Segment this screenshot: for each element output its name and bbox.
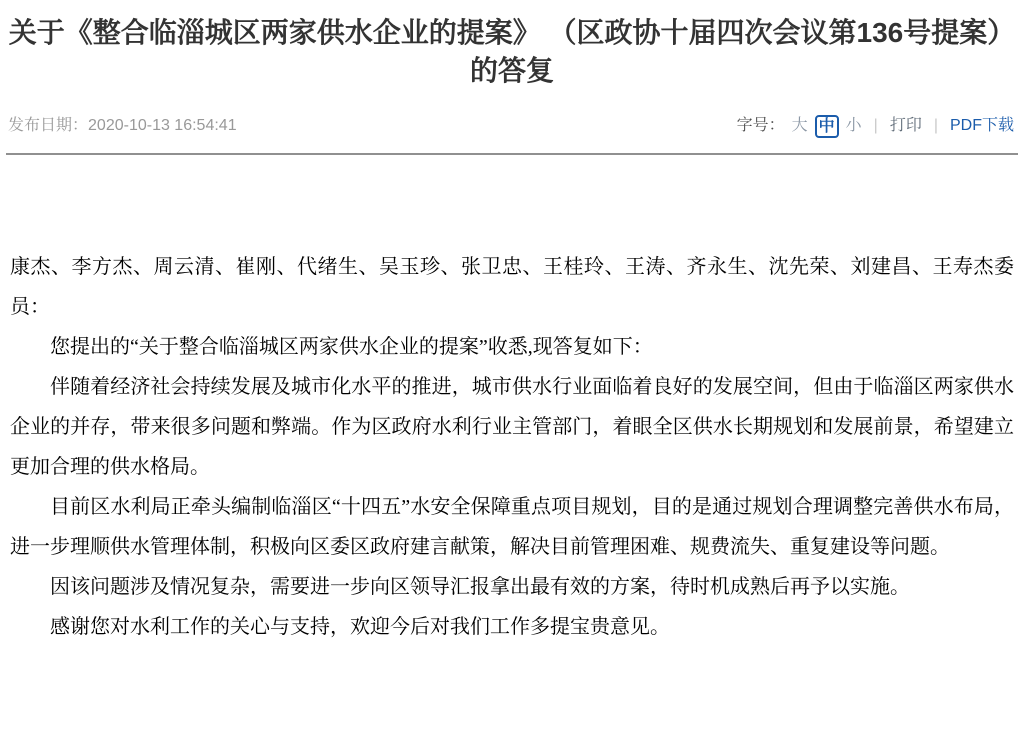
font-size-small-button[interactable]: 小	[845, 117, 862, 134]
article-paragraph: 伴随着经济社会持续发展及城市化水平的推进，城市供水行业面临着良好的发展空间，但由于临淄区两家供水企业的并存，带来很多问题和弊端。作为区政府水利行业主管部门，着眼全区供水长期规划和发展前景，希望建立更加合理的供水格局。	[10, 376, 1014, 478]
article-body	[0, 155, 1024, 647]
article-paragraph: 康杰、李方杰、周云清、崔刚、代绪生、吴玉珍、张卫忠、王桂玲、王涛、齐永生、沈先荣、刘建昌、王寿杰委员：	[10, 256, 1014, 318]
article-paragraph: 目前区水利局正牵头编制临淄区“十四五”水安全保障重点项目规划，目的是通过规划合理调整完善供水布局，进一步理顺供水管理体制，积极向区委区政府建言献策，解决目前管理困难、规费流失、重复建设等问题。	[10, 496, 1014, 558]
page-controls	[737, 114, 1014, 138]
article-paragraph: 您提出的“关于整合临淄城区两家供水企业的提案”收悉,现答复如下：	[50, 336, 653, 358]
page-title	[0, 0, 1024, 90]
page-title-line1: 关于《整合临淄城区两家供水企业的提案》 （区政协十届四次会议第136号提案）	[8, 17, 1016, 48]
page-title-line2: 的答复	[469, 55, 554, 86]
publish-date	[8, 114, 237, 138]
publish-date-label: 发布日期：	[8, 117, 89, 134]
separator: |	[873, 117, 878, 134]
publish-date-value: 2020-10-13 16:54:41	[88, 117, 237, 134]
article-paragraph: 感谢您对水利工作的关心与支持，欢迎今后对我们工作多提宝贵意见。	[50, 616, 670, 638]
font-size-medium-button[interactable]: 中	[815, 115, 839, 138]
font-size-label: 字号：	[736, 117, 785, 134]
font-size-large-button[interactable]: 大	[791, 117, 808, 134]
separator: |	[933, 117, 938, 134]
print-button[interactable]: 打印	[889, 117, 922, 134]
article-paragraph: 因该问题涉及情况复杂，需要进一步向区领导汇报拿出最有效的方案，待时机成熟后再予以实施。	[50, 576, 910, 598]
pdf-download-button[interactable]: PDF下载	[949, 117, 1014, 134]
meta-bar	[0, 90, 1024, 138]
